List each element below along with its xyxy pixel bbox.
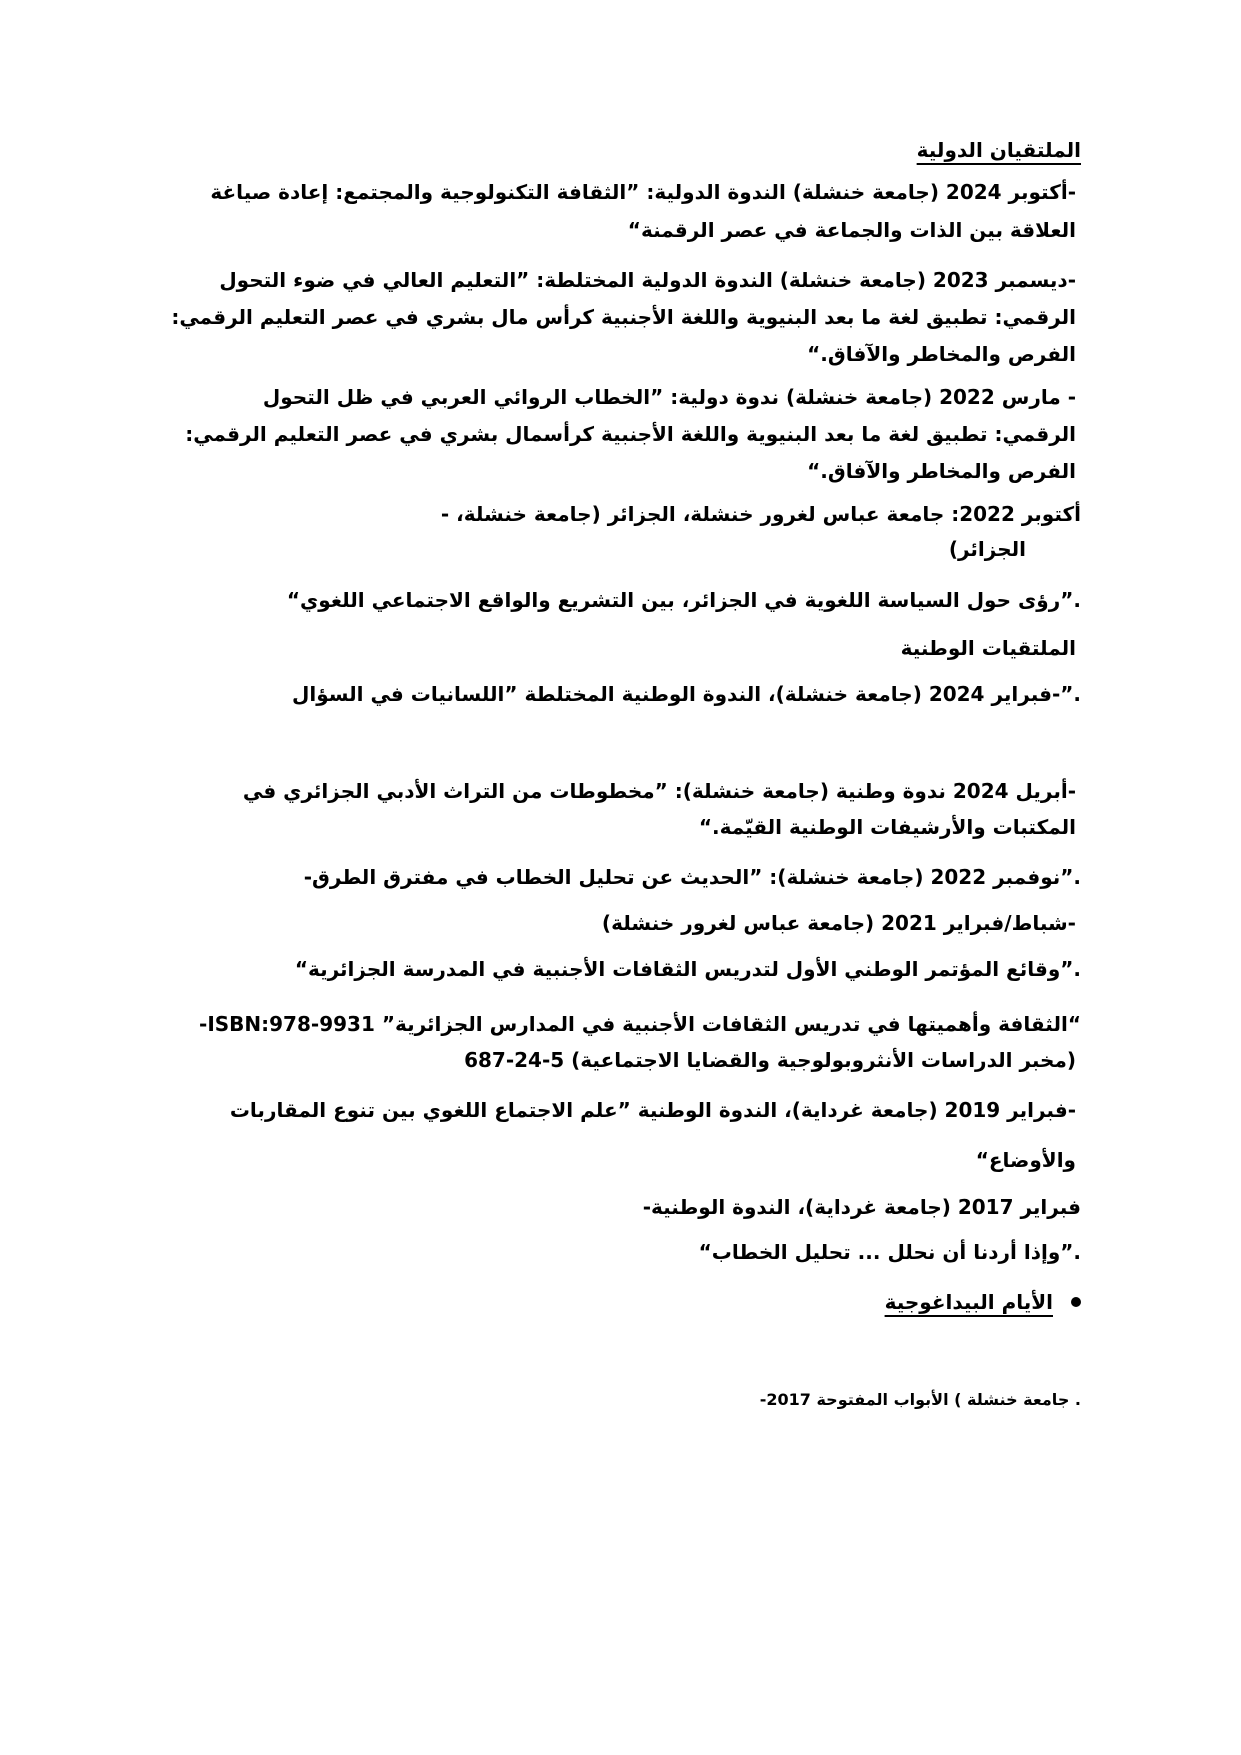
entry-line: .”وقائع المؤتمر الوطني الأول لتدريس الثقافات الأجنبية في المدرسة الجزائرية“ bbox=[294, 957, 1081, 981]
pedagogical-title: الأيام البيداغوجية bbox=[884, 1290, 1053, 1314]
entry-line: -ISBN:978-9931 ”الثقافة وأهميتها في تدريس الثقافات الأجنبية في المدارس الجزائرية“ bbox=[199, 1012, 1081, 1036]
entry-line: -فبراير 2019 (جامعة غرداية)، الندوة الوطنية ”علم الاجتماع اللغوي بين تنوع المقاربات bbox=[229, 1098, 1076, 1122]
entry-line: -ديسمبر 2023 (جامعة خنشلة) الندوة الدولية المختلطة: ”التعليم العالي في ضوء التحول bbox=[219, 268, 1076, 292]
entry-line: الفرص والمخاطر والآفاق.“ bbox=[807, 342, 1076, 366]
entry-line: .”نوفمبر 2022 (جامعة خنشلة): ”الحديث عن تحليل الخطاب في مفترق الطرق- bbox=[303, 865, 1081, 889]
entry-line: العلاقة بين الذات والجماعة في عصر الرقمنة“ bbox=[627, 218, 1076, 242]
entry-line: -أبريل 2024 ندوة وطنية (جامعة خنشلة): ”مخطوطات من التراث الأدبي الجزائري في bbox=[242, 779, 1076, 803]
entry-line: .”وإذا أردنا أن نحلل ... تحليل الخطاب“ bbox=[698, 1240, 1081, 1264]
pedagogical-heading bbox=[885, 1282, 1081, 1322]
entry-line: - مارس 2022 (جامعة خنشلة) ندوة دولية: ”الخطاب الروائي العربي في ظل التحول bbox=[262, 385, 1076, 409]
entry-line: .”-فبراير 2024 (جامعة خنشلة)، الندوة الوطنية المختلطة ”اللسانيات في السؤال bbox=[292, 682, 1081, 706]
international-title: الملتقيان الدولية bbox=[916, 138, 1081, 162]
entry-line: (مخبر الدراسات الأنثروبولوجية والقضايا الاجتماعية) 5-24-687 bbox=[464, 1048, 1076, 1072]
entry-line: المكتبات والأرشيفات الوطنية القيّمة.“ bbox=[698, 815, 1076, 839]
entry-line: الجزائر) bbox=[948, 537, 1026, 561]
entry-line: الرقمي: تطبيق لغة ما بعد البنيوية واللغة الأجنبية كرأسمال بشري في عصر التعليم الرقمي: bbox=[185, 422, 1076, 446]
bullet-icon bbox=[1071, 1297, 1081, 1307]
pedagogical-entry: . جامعة خنشلة ) الأبواب المفتوحة 2017- bbox=[759, 1390, 1081, 1409]
national-title: الملتقيات الوطنية bbox=[900, 636, 1076, 660]
entry-line: فبراير 2017 (جامعة غرداية)، الندوة الوطنية- bbox=[642, 1195, 1081, 1219]
entry-line: أكتوبر 2022: جامعة عباس لغرور خنشلة، الجزائر (جامعة خنشلة، - bbox=[440, 502, 1081, 526]
entry-line: الفرص والمخاطر والآفاق.“ bbox=[807, 459, 1076, 483]
entry-line: -شباط/فبراير 2021 (جامعة عباس لغرور خنشلة) bbox=[601, 911, 1076, 935]
entry-line: الرقمي: تطبيق لغة ما بعد البنيوية واللغة الأجنبية كرأس مال بشري في عصر التعليم الرقمي: bbox=[171, 305, 1076, 329]
entry-line: -أكتوبر 2024 (جامعة خنشلة) الندوة الدولية: ”الثقافة التكنولوجية والمجتمع: إعادة صياغة bbox=[210, 180, 1076, 204]
entry-line: والأوضاع“ bbox=[975, 1148, 1076, 1172]
entry-line: .”رؤى حول السياسة اللغوية في الجزائر، بين التشريع والواقع الاجتماعي اللغوي“ bbox=[286, 588, 1081, 612]
